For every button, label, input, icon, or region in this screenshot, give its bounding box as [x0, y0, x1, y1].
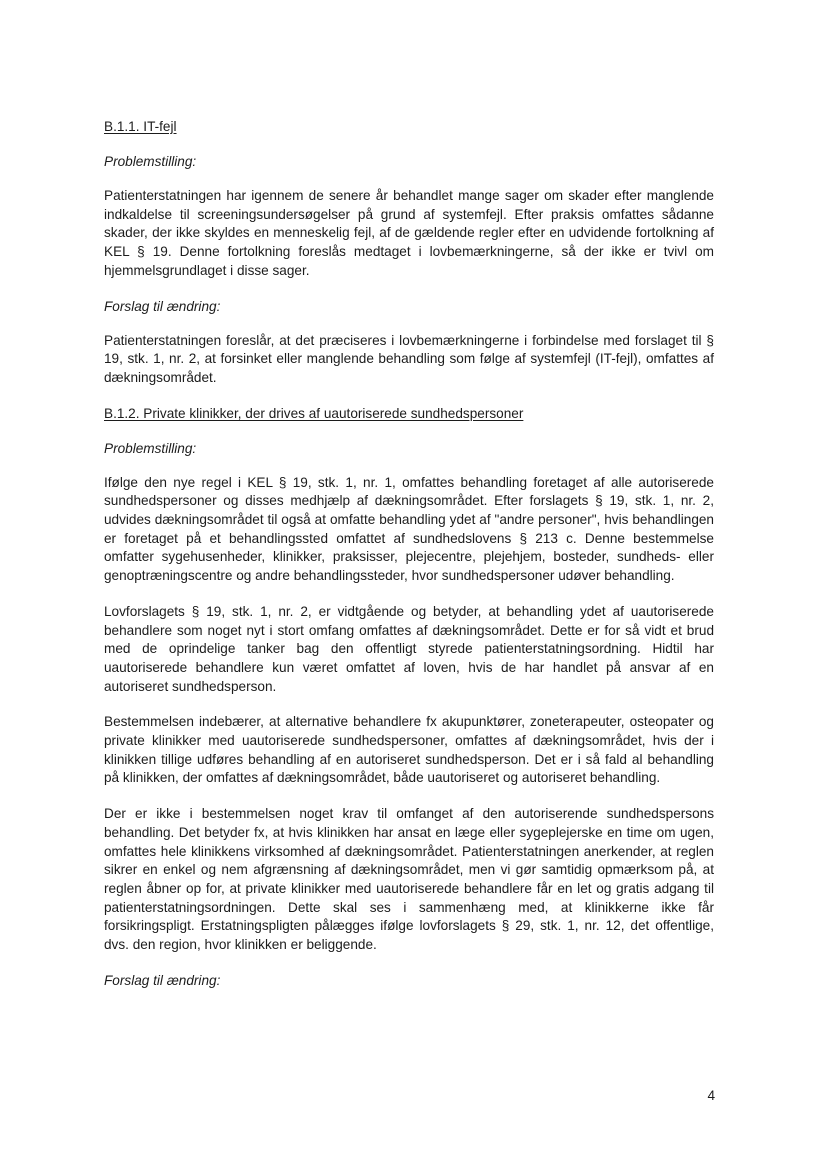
problem-label: Problemstilling: [104, 154, 197, 169]
paragraph: Der er ikke i bestemmelsen noget krav til omfanget af den autoriserende sundhedspersons behandling. Det betyder fx, at hvis klinikken har ansat en læge eller sygeplejerske en time om ugen, omfattes hele klinikkens virksomhed af dækningsområdet. Patienterstatningen anerkender, at reglen sikrer en enkel og nem afgrænsning af dækningsområdet, men vi gør samtidig opmærksom på, at reglen åbner op for, at private klinikker med uautoriserede behandlere får en let og gratis adgang til patienterstatningsordningen. Dette skal ses i sammenhæng med, at klinikkerne ikke får forsikringspligt. Erstatningspligten pålægges ifølge lovforslagets § 29, stk. 1, nr. 12, det offentlige, dvs. den region, hvor klinikken er beliggende. [104, 806, 714, 953]
paragraph: Ifølge den nye regel i KEL § 19, stk. 1, nr. 1, omfattes behandling foretaget af alle autoriserede sundhedspersoner og disses medhjælp af dækningsområdet. Efter forslagets § 19, stk. 1, nr. 2, udvides dækningsområdet til også at omfatte behandling ydet af "andre personer", hvis behandlingen er foretaget på et behandlingssted omfattet af sundhedslovens § 213 c. Denne bestemmelse omfatter sygehusenheder, klinikker, praksisser, plejecentre, plejehjem, bosteder, sundheds- eller genoptræningscentre og andre behandlingssteder, hvor sundhedspersoner udøver behandling. [104, 474, 714, 584]
document-page [104, 118, 714, 1006]
section-heading: B.1.2. Private klinikker, der drives af uautoriserede sundhedspersoner [104, 405, 524, 421]
section-heading: B.1.1. IT-fejl [104, 119, 177, 134]
problem-label: Problemstilling: [104, 440, 197, 456]
proposal-label: Forslag til ændring: [104, 298, 221, 314]
paragraph: Patienterstatningen har igennem de senere år behandlet mange sager om skader efter manglende indkaldelse til screeningsundersøgelser på grund af systemfejl. Efter praksis omfattes sådanne skader, der ikke skyldes en menneskelig fejl, af de gældende regler efter en udvidende fortolkning af KEL § 19. Denne fortolkning foreslås medtaget i lovbemærkningerne, så der ikke er tvivl om hjemmelsgrundlaget i disse sager. [104, 188, 714, 278]
section-it-fejl [104, 118, 714, 388]
section-private-klinikker [104, 405, 714, 990]
paragraph: Lovforslagets § 19, stk. 1, nr. 2, er vidtgående og betyder, at behandling ydet af uautoriserede behandlere som noget nyt i stort omfang omfattes af dækningsområdet. Dette er for så vidt et brud med de oprindelige tanker bag den offentligt styrede patienterstatningsordning. Hidtil har uautoriserede behandlere kun været omfattet af loven, hvis de har handlet på ansvar af en autoriseret sundhedsperson. [104, 603, 714, 694]
proposal-label: Forslag til ændring: [104, 972, 221, 988]
paragraph: Patienterstatningen foreslår, at det præciseres i lovbemærkningerne i forbindelse med forslaget til § 19, stk. 1, nr. 2, at forsinket eller manglende behandling som følge af systemfejl (IT-fejl), omfattes af dækningsområdet. [104, 332, 714, 385]
page-number: 4 [707, 1088, 715, 1103]
paragraph: Bestemmelsen indebærer, at alternative behandlere fx akupunktører, zoneterapeuter, osteopater og private klinikker med uautoriserede sundhedspersoner, omfattes af dækningsområdet, hvis der i klinikken tillige udføres behandling af en autoriseret sundhedsperson. Det er i så fald al behandling på klinikken, der omfattes af dækningsområdet, både uautoriseret og autoriseret behandling. [104, 714, 714, 786]
